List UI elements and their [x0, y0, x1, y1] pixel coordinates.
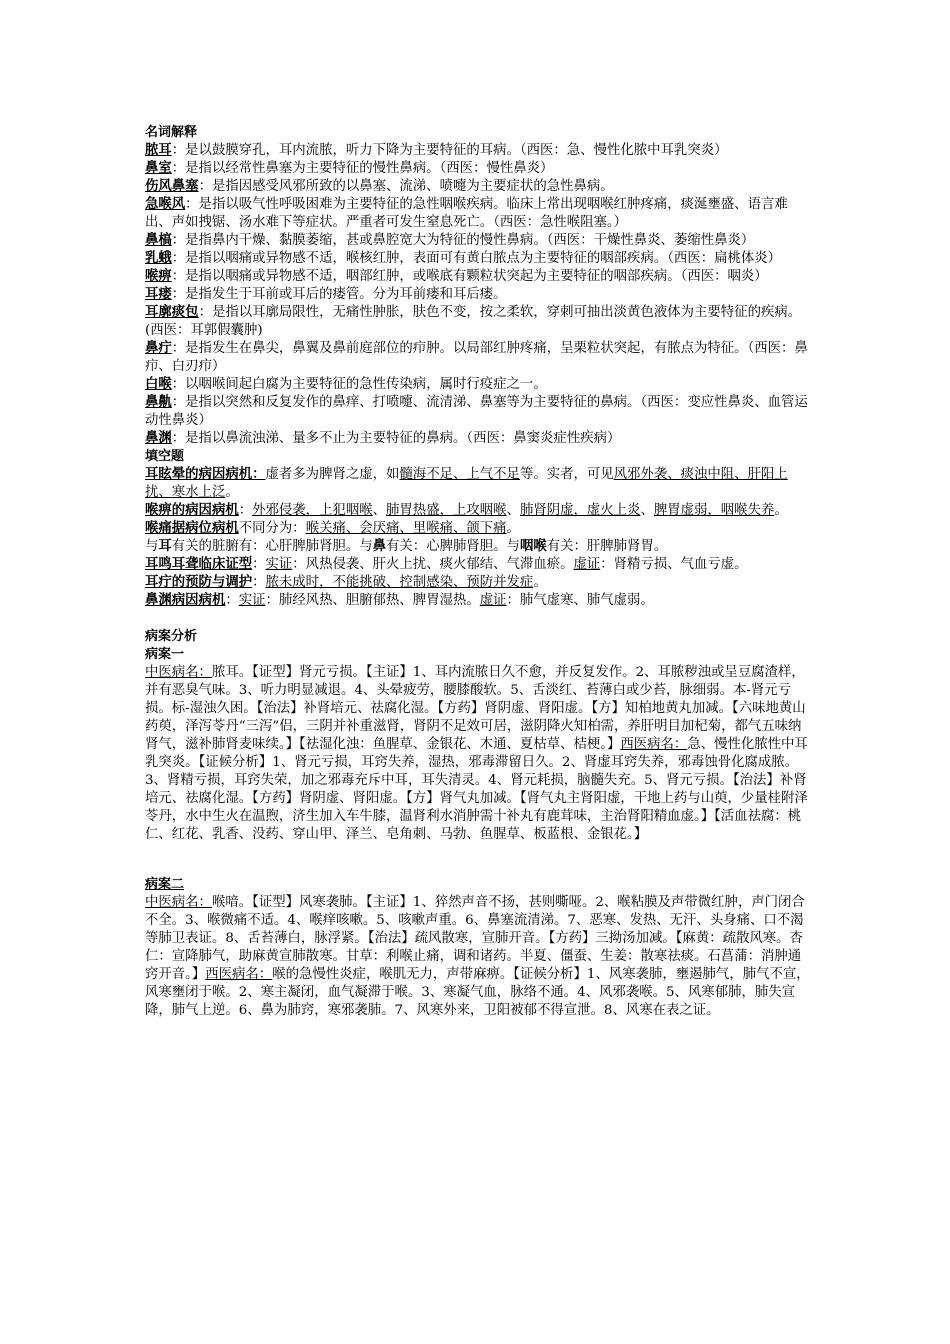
fill-text: 、	[506, 503, 520, 518]
fill-keyword: 咽喉	[519, 539, 547, 554]
fill-term: 耳疔的预防与调护	[145, 575, 253, 590]
term-entry	[145, 376, 810, 394]
fill-text: 、	[640, 503, 654, 518]
fill-keyword: 耳	[158, 539, 172, 554]
term-entry	[145, 142, 810, 160]
fill-line-tinnitus	[145, 556, 810, 574]
fill-text: 。	[533, 575, 547, 590]
term-definition: ：是指以经常性鼻塞为主要特征的慢性鼻病。（西医：慢性鼻炎）	[171, 161, 554, 176]
term-definition: ：是以鼓膜穿孔，耳内流脓，听力下降为主要特征的耳病。（西医：急、慢性化脓中耳乳突炎）	[171, 143, 728, 158]
term-entry	[145, 160, 810, 178]
spacer	[145, 610, 810, 628]
term-word: 白喉	[145, 377, 172, 392]
section-title-cases: 病案分析	[145, 629, 198, 644]
term-entry	[145, 232, 810, 250]
term-definition: ：是指以咽痛或异物感不适，咽部红肿，或喉底有颗粒状突起为主要特征的咽部疾病。（西医：咽炎）	[171, 269, 768, 284]
term-entry	[145, 430, 810, 448]
fill-text: ：肾精亏损、气血亏虚。	[600, 557, 748, 572]
fill-text: ：风热侵袭、肝火上扰、痰火郁结、气滞血瘀。	[292, 557, 574, 572]
fill-line-vertigo	[145, 466, 810, 502]
term-definition: ：是指发生于耳前或耳后的瘘管。分为耳前瘘和耳后瘘。	[171, 287, 507, 302]
fill-term: 耳眩晕的病因病机：	[145, 467, 266, 482]
tcm-diagnosis-label: 中医病名：	[145, 665, 212, 680]
fill-text: ：	[252, 557, 266, 572]
fill-answer: 虚证	[479, 593, 507, 608]
fill-term: 耳鸣耳聋临床证型	[145, 557, 253, 572]
case-body-1	[145, 664, 810, 844]
section-title-fill: 填空题	[145, 449, 185, 464]
term-entry	[145, 268, 810, 286]
fill-answer: 虚证	[573, 557, 601, 572]
term-definition: ：是指以鼻流浊涕、量多不止为主要特征的鼻病。（西医：鼻窦炎症性疾病）	[171, 431, 621, 446]
document-page	[145, 124, 810, 1020]
fill-text: 有关的脏腑有：心肝脾肺肾胆。与	[171, 539, 373, 554]
fill-answer: 脓未成时，不能挑破、控制感染、预防并发症	[265, 575, 534, 590]
term-definition: ：是指以突然和反复发作的鼻痒、打喷嚏、流清涕、鼻塞等为主要特征的鼻病。（西医：变应性鼻炎、血管运动性鼻炎）	[145, 395, 808, 428]
fill-text: 与	[145, 539, 159, 554]
case-title-2: 病案二	[145, 877, 185, 892]
term-word: 鼻疔	[145, 341, 172, 356]
term-word: 耳廓痰包	[145, 305, 199, 320]
term-word: 鼻室	[145, 161, 172, 176]
fill-line-throat-pain	[145, 520, 810, 538]
fill-text: ：肺气虚寒、肺气虚弱。	[506, 593, 654, 608]
term-definition: ：是指以吸气性呼吸困难为主要特征的急性咽喉疾病。临床上常出现咽喉红肿疼痛，痰涎壅盛、语言难出、声如拽锯、汤水难下等症状。严重者可发生窒息死亡。（西医：急性喉阻塞。）	[145, 197, 788, 230]
fill-answer: 风邪外袭、痰浊中阻、肝阳上扰、寒水上泛	[145, 467, 788, 500]
term-definition: ：是指以耳廓局限性，无痛性肿胀，肤色不变，按之柔软，穿刺可抽出淡黄色液体为主要特征的疾病。(西医：耳郭假囊肿)	[145, 305, 802, 338]
term-word: 伤风鼻塞	[145, 179, 199, 194]
case-title-1: 病案一	[145, 647, 185, 662]
fill-text: ：	[225, 593, 239, 608]
fill-text: 。	[774, 503, 788, 518]
term-entry	[145, 394, 810, 430]
term-entry	[145, 304, 810, 340]
section-title-terms: 名词解释	[145, 125, 198, 140]
fill-keyword: 鼻	[372, 539, 387, 554]
fill-text: 。	[225, 485, 239, 500]
fill-answer: 外邪侵袭，上犯咽喉	[252, 503, 373, 518]
western-diagnosis-label: 西医病名：	[620, 737, 688, 752]
term-word: 喉痹	[145, 269, 172, 284]
term-definition: ：是指因感受风邪所致的以鼻塞、流涕、喷嚏为主要症状的急性鼻病。	[198, 179, 614, 194]
fill-term: 喉痛据病位病机	[145, 521, 239, 536]
term-definition: ：是指鼻内干燥、黏膜萎缩，甚或鼻腔宽大为特征的慢性鼻病。（西医：干燥性鼻炎、萎缩性鼻炎）	[171, 233, 755, 248]
fill-line-organs	[145, 538, 810, 556]
fill-answer: 脾胃虚弱，咽喉失养	[653, 503, 775, 518]
term-word: 鼻槁	[145, 233, 172, 248]
case-text: 喉喑。【证型】风寒袭肺。【主证】1、猝然声音不扬，甚则嘶哑。2、喉粘膜及声带微红肿，声门闭合不全。3、喉微痛不适。4、喉痒咳嗽。5、咳嗽声重。6、鼻塞流清涕。7、恶寒、发热、无汗、头身痛、口不渴等肺卫表证。8、舌苔薄白，脉浮紧。【治法】疏风散寒，宣肺开音。【方药】三拗汤加减。【麻黄：疏散风寒。杏仁：宣降肺气，助麻黄宣肺散寒。甘草：利喉止痛，调和诸药。半夏、僵蚕、生姜：散寒祛痰。石菖蒲：消肿通窍开音。】	[145, 895, 805, 982]
fill-answer: 肺肾阴虚，虚火上炎	[519, 503, 641, 518]
term-definition: ：是指以咽痛或异物感不适，喉核红肿，表面可有黄白脓点为主要特征的咽部疾病。（西医：扁桃体炎）	[171, 251, 782, 266]
term-entry	[145, 196, 810, 232]
term-word: 鼻渊	[145, 431, 172, 446]
western-diagnosis-label: 西医病名：	[205, 967, 273, 982]
term-entry	[145, 340, 810, 376]
fill-text: 、	[372, 503, 387, 518]
term-word: 脓耳	[145, 143, 172, 158]
term-definition: ：是指发生在鼻尖，鼻翼及鼻前庭部位的疖肿。以局部红肿疼痛，呈栗粒状突起，有脓点为特征。（西医：鼻疖、白刃疖）	[145, 341, 808, 374]
fill-line-houbi	[145, 502, 810, 520]
term-word: 鼻鼽	[145, 395, 172, 410]
case-text: 脓耳。【证型】肾元亏损。【主证】1、耳内流脓日久不愈，并反复发作。2、耳脓秽浊或呈豆腐渣样，并有恶臭气味。3、听力明显减退。4、头晕疲劳，腰膝酸软。5、舌淡红、苔薄白或少苔，脉细弱。本-肾元亏损。标-湿浊久困。【治法】补肾培元、祛腐化湿。【方药】肾阴虚、肾阳虚。【方】知柏地黄丸加减。【六味地黄山药萸，泽泻苓丹“三泻”侣，三阴并补重滋肾，肾阴不足效可居，滋阴降火知柏需，养肝明目加杞菊，都气五味纳肾气，滋补肺肾麦味续。】【祛湿化浊：鱼腥草、金银花、木通、夏枯草、桔梗。】	[145, 665, 806, 752]
case-body-2	[145, 894, 810, 1020]
fill-text: ：	[252, 575, 266, 590]
term-list	[145, 142, 810, 448]
fill-text: ：肺经风热、胆腑郁热、脾胃湿热。	[265, 593, 480, 608]
fill-answer: 实证	[265, 557, 293, 572]
spacer	[145, 844, 810, 876]
fill-text: 虚者多为脾肾之虚，如	[265, 467, 400, 482]
fill-answer: 肺胃热盛，上攻咽喉	[386, 503, 507, 518]
fill-line-biyuan	[145, 592, 810, 610]
term-entry	[145, 178, 810, 196]
term-entry	[145, 286, 810, 304]
case-text: 急、慢性化脓性中耳乳突炎。【证候分析】1、肾元亏损，耳窍失养，湿热，邪毒滞留日久。2、肾虚耳窍失养，邪毒蚀骨化腐成脓。3、肾精亏损，耳窍失荣，加之邪毒充斥中耳，耳失清灵。4、肾元耗损，脑髓失充。5、肾元亏损。【治法】补肾培元、祛腐化湿。【方药】肾阴虚、肾阳虚。【方】肾气丸加减。【肾气丸主肾阳虚，干地上药与山萸，少量桂附泽苓丹，水中生火在温煦，济生加入车牛膝，温肾利水消肿需十补丸有鹿茸味，主治肾阳精血虚。】【活血祛腐：桃仁、红花、乳香、没药、穿山甲、泽兰、皂角刺、马勃、鱼腥草、板蓝根、金银花。】	[145, 737, 808, 842]
term-definition: ：以咽喉间起白腐为主要特征的急性传染病，属时行疫症之一。	[171, 377, 547, 392]
fill-answer: 喉关痛、会厌痛、里喉痛、颌下痛	[305, 521, 507, 536]
fill-text: 等。实者，可见	[519, 467, 614, 482]
term-word: 耳瘘	[145, 287, 172, 302]
term-entry	[145, 250, 810, 268]
fill-text: 有关：心脾肺肾胆。与	[386, 539, 520, 554]
fill-text: ：	[238, 503, 253, 518]
fill-text: 不同分为：	[238, 521, 306, 536]
fill-text: 。	[506, 521, 520, 536]
tcm-diagnosis-label: 中医病名：	[145, 895, 212, 910]
case-text: 喉的急慢性炎症，喉肌无力，声带麻痹。【证候分析】1、风寒袭肺，壅遏肺气，肺气不宣，风寒壅闭于喉。2、寒主凝闭，血气凝滞于喉。3、寒凝气血，脉络不通。4、风邪袭喉。5、风寒郁肺，肺失宣降，肺气上逆。6、鼻为肺窍，寒邪袭肺。7、风寒外来，卫阳被郁不得宣泄。8、风寒在表之证。	[145, 967, 810, 1018]
term-word: 乳蛾	[145, 251, 172, 266]
term-word: 急喉风	[145, 197, 186, 212]
fill-answer: 髓海不足、上气不足	[399, 467, 520, 482]
fill-line-ear-boil	[145, 574, 810, 592]
fill-term: 鼻渊病因病机	[145, 593, 226, 608]
fill-term: 喉痹的病因病机	[145, 503, 239, 518]
fill-answer: 实证	[238, 593, 266, 608]
fill-text: 有关：肝脾肺肾胃。	[546, 539, 668, 554]
